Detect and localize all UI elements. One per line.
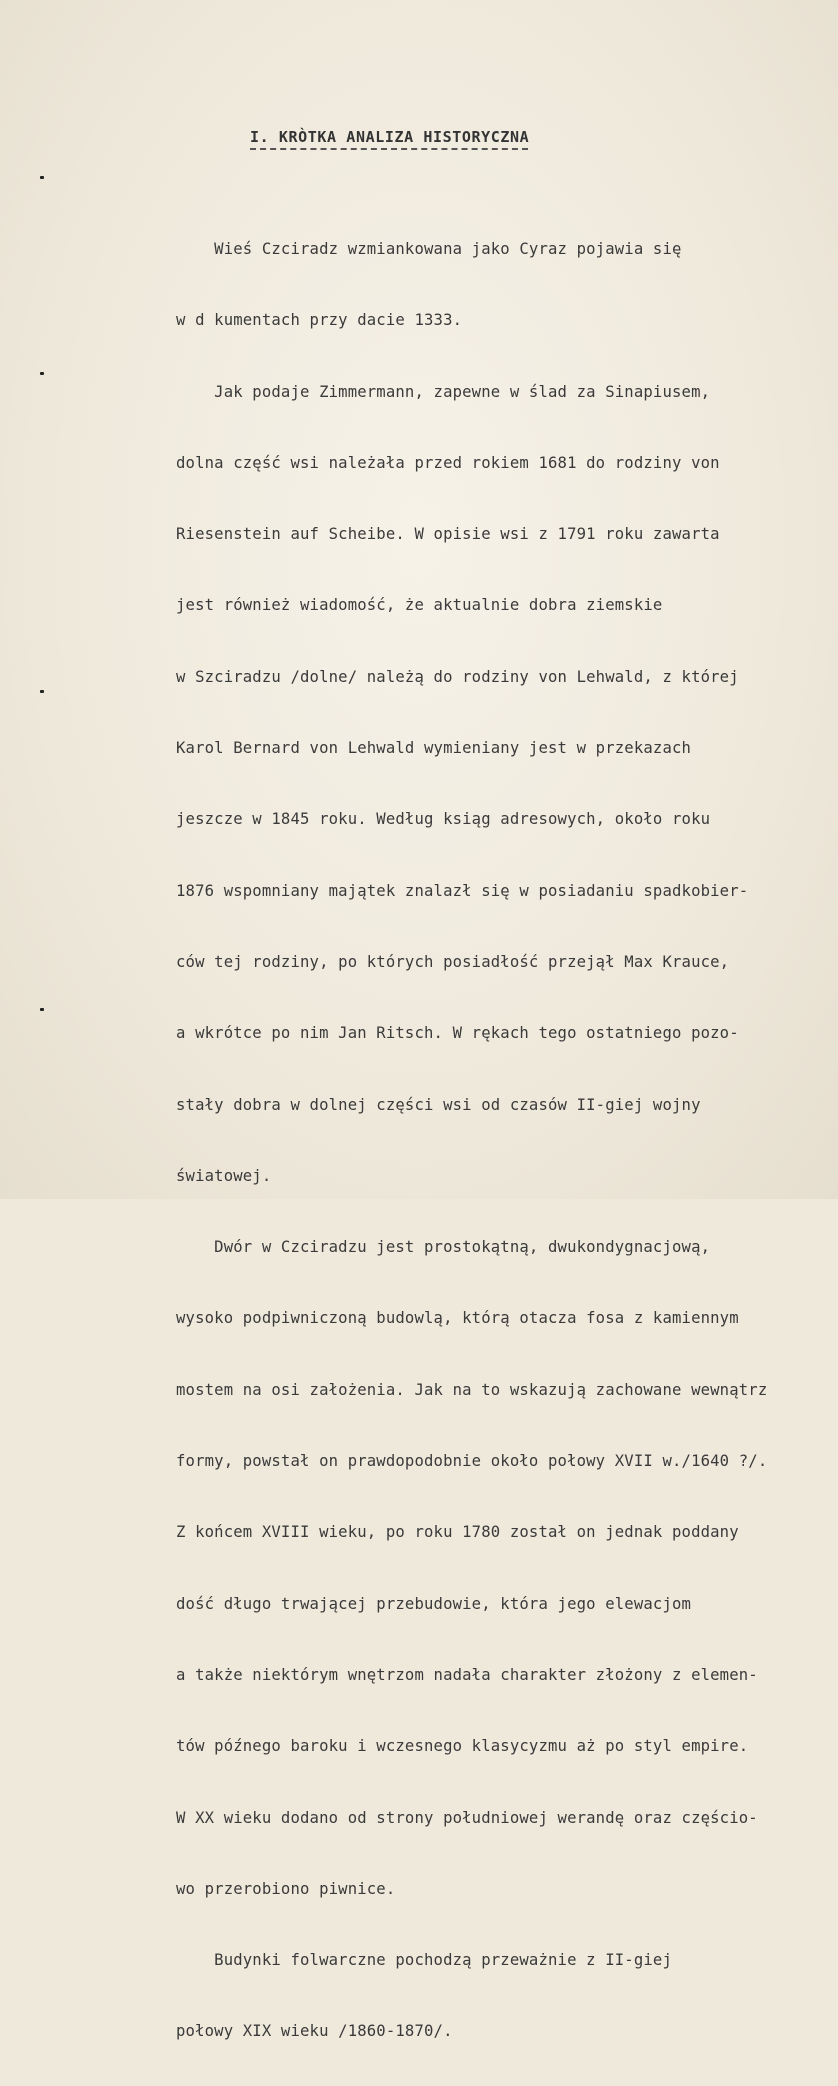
title-block bbox=[250, 128, 529, 150]
text-line: Karol Bernard von Lehwald wymieniany jest w przekazach bbox=[176, 739, 692, 758]
text-line: dość długo trwającej przebudowie, która jego elewacjom bbox=[176, 1594, 692, 1613]
margin-mark bbox=[40, 372, 44, 375]
text-line: światowej. bbox=[176, 1166, 272, 1185]
text-line: połowy XIX wieku /1860-1870/. bbox=[176, 2022, 453, 2041]
text-line: Z końcem XVIII wieku, po roku 1780 został on jednak poddany bbox=[176, 1523, 739, 1542]
text-line: a także niektórym wnętrzom nadała charakter złożony z elemen- bbox=[176, 1665, 758, 1684]
text-line: wo przerobiono piwnice. bbox=[176, 1879, 396, 1898]
text-line: W XX wieku dodano od strony południowej werandę oraz częścio- bbox=[176, 1808, 758, 1827]
text-line: jeszcze w 1845 roku. Według ksiąg adresowych, około roku bbox=[176, 810, 711, 829]
document-title: I. KRÒTKA ANALIZA HISTORYCZNA bbox=[250, 128, 530, 146]
text-line: Riesenstein auf Scheibe. W opisie wsi z 1791 roku zawarta bbox=[176, 525, 720, 544]
text-line: formy, powstał on prawdopodobnie około połowy XVII w./1640 ?/. bbox=[176, 1452, 768, 1471]
text-line: ców tej rodziny, po których posiadłość przejął Max Krauce, bbox=[176, 952, 730, 971]
text-line: mostem na osi założenia. Jak na to wskazują zachowane wewnątrz bbox=[176, 1380, 768, 1399]
text-line: Wieś Czciradz wzmiankowana jako Cyraz pojawia się bbox=[176, 240, 682, 258]
text-line: stały dobra w dolnej części wsi od czasów II-giej wojny bbox=[176, 1095, 701, 1114]
text-line: Dwór w Czciradzu jest prostokątną, dwukondygnacjową, bbox=[176, 1238, 711, 1257]
text-line: Budynki folwarczne pochodzą przeważnie z II-giej bbox=[176, 1951, 672, 1970]
body-text bbox=[176, 196, 816, 2086]
text-line: dolna część wsi należała przed rokiem 1681 do rodziny von bbox=[176, 453, 720, 472]
title-underline bbox=[250, 148, 528, 150]
text-line: tów późnego baroku i wczesnego klasycyzmu aż po styl empire. bbox=[176, 1737, 749, 1756]
margin-mark bbox=[40, 1008, 44, 1011]
text-line: Jak podaje Zimmermann, zapewne w ślad za Sinapiusem, bbox=[176, 382, 711, 401]
text-line: jest również wiadomość, że aktualnie dobra ziemskie bbox=[176, 596, 663, 615]
text-line: wysoko podpiwniczoną budowlą, którą otacza fosa z kamiennym bbox=[176, 1309, 739, 1328]
margin-mark bbox=[40, 176, 44, 179]
text-line: w d kumentach przy dacie 1333. bbox=[176, 311, 463, 330]
text-line: w Szciradzu /dolne/ należą do rodziny von Lehwald, z której bbox=[176, 667, 739, 686]
margin-mark bbox=[40, 690, 44, 693]
text-line: a wkrótce po nim Jan Ritsch. W rękach tego ostatniego pozo- bbox=[176, 1024, 739, 1043]
text-line: 1876 wspomniany majątek znalazł się w posiadaniu spadkobier- bbox=[176, 881, 749, 900]
